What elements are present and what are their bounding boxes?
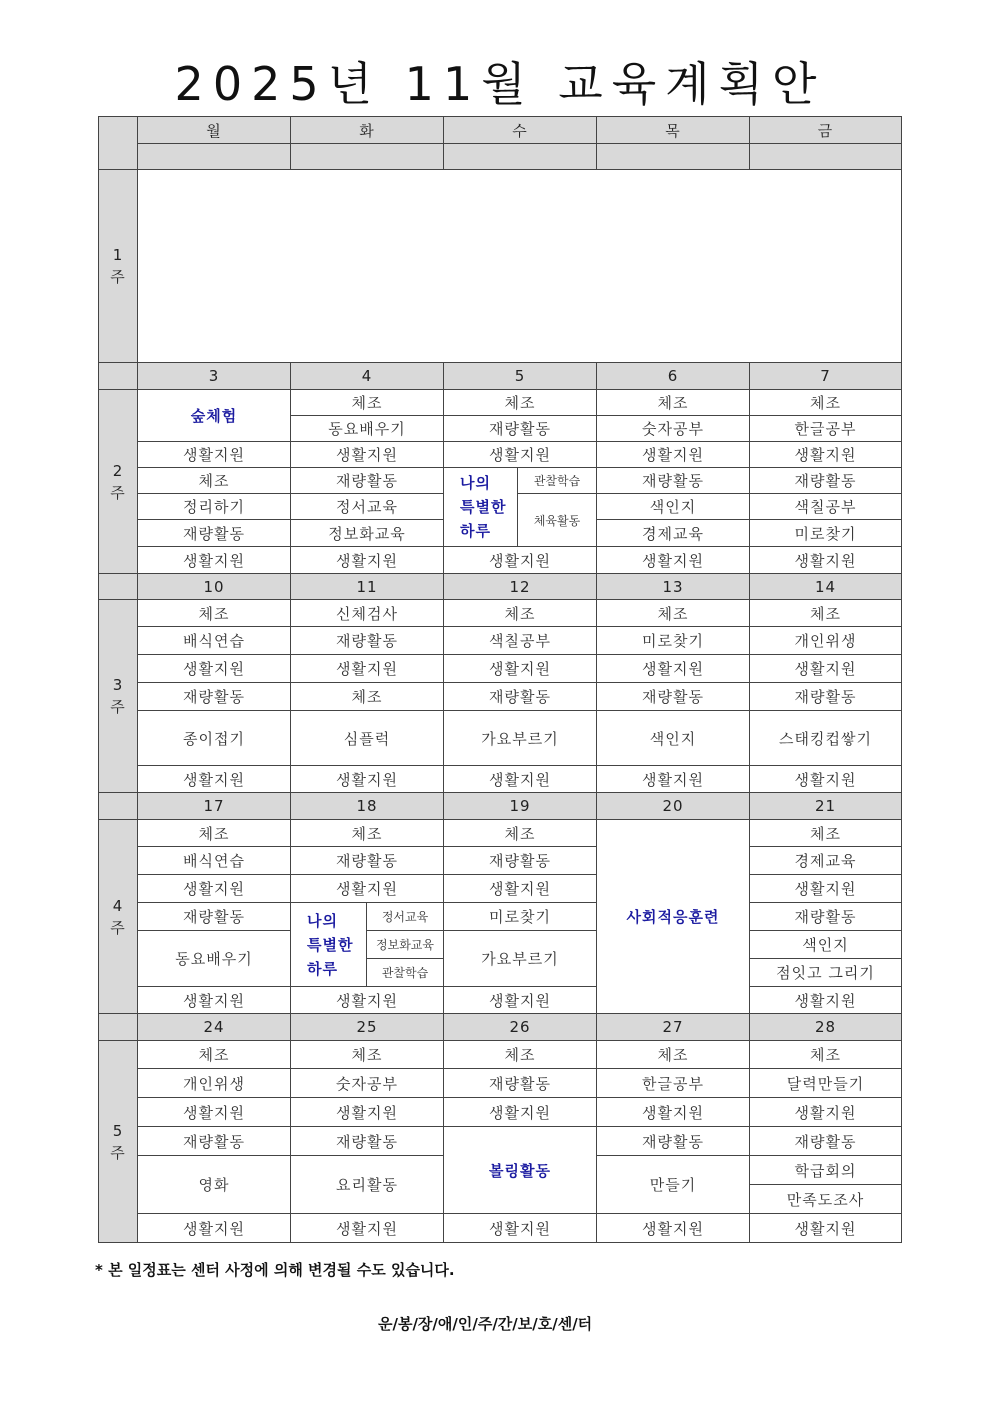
- sub-activity-cell: 체육활동: [517, 493, 597, 547]
- date-cell: 20: [596, 792, 750, 820]
- date-cell: 10: [137, 573, 291, 600]
- activity-cell: 재량활동: [596, 1126, 750, 1156]
- date-cell: 11: [290, 573, 444, 600]
- special-line: 나의: [307, 911, 338, 930]
- special-line: 나의: [460, 474, 491, 492]
- activity-cell: 생활지원: [290, 654, 444, 683]
- activity-cell: 재량활동: [290, 1126, 444, 1156]
- week-4-label: [98, 819, 138, 1014]
- header-blank: [137, 143, 291, 170]
- date-cell: 24: [137, 1013, 291, 1041]
- activity-cell: 재량활동: [137, 1126, 291, 1156]
- activity-cell: 재량활동: [749, 902, 902, 931]
- special-event-my-special-day: [443, 467, 518, 547]
- activity-cell: 학급회의: [749, 1155, 902, 1185]
- date-cell: 26: [443, 1013, 597, 1041]
- header-day-wed: 수: [443, 116, 597, 144]
- activity-cell: 생활지원: [749, 986, 902, 1014]
- activity-cell: 생활지원: [443, 986, 597, 1014]
- activity-cell: 재량활동: [749, 1126, 902, 1156]
- date-cell: 17: [137, 792, 291, 820]
- activity-cell: 생활지원: [137, 1213, 291, 1243]
- activity-cell: 재량활동: [749, 682, 902, 711]
- week-number: 1: [112, 246, 124, 264]
- activity-cell: 체조: [443, 599, 597, 627]
- header-day-thu: 목: [596, 116, 750, 144]
- activity-cell: 정리하기: [137, 493, 291, 520]
- activity-cell: 점잇고 그리기: [749, 958, 902, 987]
- activity-cell: 재량활동: [596, 467, 750, 494]
- activity-cell: 생활지원: [290, 546, 444, 574]
- activity-cell: 생활지원: [290, 441, 444, 468]
- date-cell: 28: [749, 1013, 902, 1041]
- activity-cell: 심플럭: [290, 710, 444, 766]
- activity-cell: 재량활동: [443, 846, 597, 875]
- activity-cell: 생활지원: [137, 1097, 291, 1127]
- activity-cell: 요리활동: [290, 1155, 444, 1214]
- activity-cell: 동요배우기: [290, 415, 444, 442]
- date-cell: 13: [596, 573, 750, 600]
- activity-cell: 체조: [443, 1040, 597, 1069]
- activity-cell: 생활지원: [443, 1213, 597, 1243]
- date-cell: 5: [443, 362, 597, 390]
- date-cell: 4: [290, 362, 444, 390]
- activity-cell: 생활지원: [443, 654, 597, 683]
- activity-cell: 생활지원: [137, 765, 291, 793]
- week-2-label: [98, 389, 138, 574]
- date-row-blank: [98, 1013, 138, 1041]
- page-title: 2025년 11월 교육계획안: [174, 57, 826, 111]
- header-blank: [596, 143, 750, 170]
- activity-cell: 스태킹컵쌓기: [749, 710, 902, 766]
- activity-cell: 생활지원: [596, 765, 750, 793]
- week-1-label: [98, 169, 138, 363]
- date-cell: 6: [596, 362, 750, 390]
- date-cell: 3: [137, 362, 291, 390]
- activity-cell: 체조: [290, 819, 444, 847]
- activity-cell: 생활지원: [749, 546, 902, 574]
- activity-cell: 생활지원: [443, 441, 597, 468]
- activity-cell: 생활지원: [749, 1097, 902, 1127]
- activity-cell: 재량활동: [290, 626, 444, 655]
- activity-cell: 개인위생: [749, 626, 902, 655]
- activity-cell: 체조: [749, 819, 902, 847]
- date-cell: 27: [596, 1013, 750, 1041]
- activity-cell: 체조: [749, 599, 902, 627]
- activity-cell: 동요배우기: [137, 930, 291, 987]
- activity-cell: 정서교육: [290, 493, 444, 520]
- special-line: 하루: [307, 959, 338, 978]
- activity-cell: 체조: [137, 1040, 291, 1069]
- activity-cell: 색칠공부: [749, 493, 902, 520]
- activity-cell: 색인지: [596, 493, 750, 520]
- activity-cell: 달력만들기: [749, 1068, 902, 1098]
- activity-cell: 체조: [596, 389, 750, 416]
- activity-cell: 생활지원: [596, 546, 750, 574]
- activity-cell: 생활지원: [749, 1213, 902, 1243]
- activity-cell: 체조: [443, 819, 597, 847]
- activity-cell: 재량활동: [290, 467, 444, 494]
- activity-cell: 생활지원: [137, 441, 291, 468]
- activity-cell: 생활지원: [137, 654, 291, 683]
- activity-cell: 생활지원: [290, 986, 444, 1014]
- sub-activity-cell: 정서교육: [366, 902, 444, 931]
- activity-cell: 생활지원: [290, 1097, 444, 1127]
- activity-cell: 재량활동: [749, 467, 902, 494]
- activity-cell: 가요부르기: [443, 930, 597, 987]
- activity-cell: 개인위생: [137, 1068, 291, 1098]
- date-row-blank: [98, 573, 138, 600]
- activity-cell: 미로찾기: [443, 902, 597, 931]
- activity-cell: 생활지원: [290, 874, 444, 903]
- header-day-tue: 화: [290, 116, 444, 144]
- activity-cell: 체조: [596, 599, 750, 627]
- activity-cell: 생활지원: [749, 765, 902, 793]
- special-line: 하루: [460, 522, 491, 540]
- special-event-my-special-day: [290, 902, 367, 987]
- week-number: 3: [112, 676, 124, 694]
- date-row-blank: [98, 362, 138, 390]
- activity-cell: 재량활동: [443, 415, 597, 442]
- week-suffix: 주: [110, 1143, 126, 1162]
- activity-cell: 생활지원: [443, 874, 597, 903]
- week-number: 5: [112, 1121, 124, 1140]
- special-line: 특별한: [460, 498, 507, 516]
- activity-cell: 한글공부: [596, 1068, 750, 1098]
- activity-cell: 생활지원: [137, 986, 291, 1014]
- activity-cell: 생활지원: [290, 765, 444, 793]
- date-cell: 14: [749, 573, 902, 600]
- activity-cell: 생활지원: [443, 546, 597, 574]
- date-row-blank: [98, 792, 138, 820]
- activity-cell: 재량활동: [137, 902, 291, 931]
- activity-cell: 생활지원: [749, 874, 902, 903]
- activity-cell: 정보화교육: [290, 519, 444, 547]
- activity-cell: 한글공부: [749, 415, 902, 442]
- activity-cell: 생활지원: [443, 1097, 597, 1127]
- activity-cell: 종이접기: [137, 710, 291, 766]
- header-day-fri: 금: [749, 116, 902, 144]
- special-event-bowling: 볼링활동: [443, 1126, 597, 1214]
- activity-cell: 숫자공부: [596, 415, 750, 442]
- date-cell: 19: [443, 792, 597, 820]
- activity-cell: 생활지원: [596, 1213, 750, 1243]
- activity-cell: 생활지원: [596, 654, 750, 683]
- activity-cell: 재량활동: [443, 1068, 597, 1098]
- activity-cell: 재량활동: [443, 682, 597, 711]
- week-suffix: 주: [110, 268, 126, 286]
- activity-cell: 색칠공부: [443, 626, 597, 655]
- activity-cell: 경제교육: [596, 519, 750, 547]
- activity-cell: 체조: [290, 389, 444, 416]
- activity-cell: 체조: [137, 819, 291, 847]
- week-3-label: [98, 599, 138, 793]
- activity-cell: 체조: [443, 389, 597, 416]
- activity-cell: 체조: [290, 682, 444, 711]
- activity-cell: 체조: [290, 1040, 444, 1069]
- week-number: 4: [112, 896, 124, 915]
- date-cell: 7: [749, 362, 902, 390]
- sub-activity-cell: 정보화교육: [366, 930, 444, 959]
- week-number: 2: [112, 461, 124, 480]
- corner-cell: [98, 116, 138, 170]
- organization-name: 운/봉/장/애/인/주/간/보/호/센/터: [378, 1315, 593, 1333]
- activity-cell: 생활지원: [137, 546, 291, 574]
- date-cell: 12: [443, 573, 597, 600]
- activity-cell: 체조: [137, 467, 291, 494]
- header-blank: [443, 143, 597, 170]
- activity-cell: 생활지원: [749, 654, 902, 683]
- activity-cell: 생활지원: [596, 441, 750, 468]
- activity-cell: 숫자공부: [290, 1068, 444, 1098]
- week-1-empty: [137, 169, 902, 363]
- sub-activity-cell: 관찰학습: [366, 958, 444, 987]
- header-blank: [749, 143, 902, 170]
- activity-cell: 체조: [596, 1040, 750, 1069]
- activity-cell: 미로찾기: [596, 626, 750, 655]
- activity-cell: 재량활동: [290, 846, 444, 875]
- activity-cell: 가요부르기: [443, 710, 597, 766]
- activity-cell: 생활지원: [596, 1097, 750, 1127]
- activity-cell: 재량활동: [596, 682, 750, 711]
- activity-cell: 생활지원: [290, 1213, 444, 1243]
- activity-cell: 미로찾기: [749, 519, 902, 547]
- week-suffix: 주: [110, 698, 126, 716]
- special-event: 숲체험: [137, 389, 291, 442]
- activity-cell: 배식연습: [137, 626, 291, 655]
- week-suffix: 주: [110, 918, 126, 937]
- special-line: 특별한: [307, 935, 354, 954]
- activity-cell: 신체검사: [290, 599, 444, 627]
- footer-note: * 본 일정표는 센터 사정에 의해 변경될 수도 있습니다.: [95, 1261, 455, 1279]
- date-cell: 25: [290, 1013, 444, 1041]
- activity-cell: 경제교육: [749, 846, 902, 875]
- activity-cell: 재량활동: [137, 682, 291, 711]
- week-5-label: [98, 1040, 138, 1243]
- activity-cell: 체조: [749, 1040, 902, 1069]
- activity-cell: 생활지원: [443, 765, 597, 793]
- special-event-social-training: 사회적응훈련: [596, 819, 750, 1014]
- activity-cell: 영화: [137, 1155, 291, 1214]
- date-cell: 21: [749, 792, 902, 820]
- activity-cell: 재량활동: [137, 519, 291, 547]
- activity-cell: 체조: [137, 599, 291, 627]
- activity-cell: 만족도조사: [749, 1184, 902, 1214]
- date-cell: 18: [290, 792, 444, 820]
- activity-cell: 배식연습: [137, 846, 291, 875]
- activity-cell: 만들기: [596, 1155, 750, 1214]
- activity-cell: 생활지원: [137, 874, 291, 903]
- header-blank: [290, 143, 444, 170]
- activity-cell: 색인지: [749, 930, 902, 959]
- header-day-mon: 월: [137, 116, 291, 144]
- activity-cell: 색인지: [596, 710, 750, 766]
- sub-activity-cell: 관찰학습: [517, 467, 597, 494]
- activity-cell: 체조: [749, 389, 902, 416]
- activity-cell: 생활지원: [749, 441, 902, 468]
- week-suffix: 주: [110, 483, 126, 502]
